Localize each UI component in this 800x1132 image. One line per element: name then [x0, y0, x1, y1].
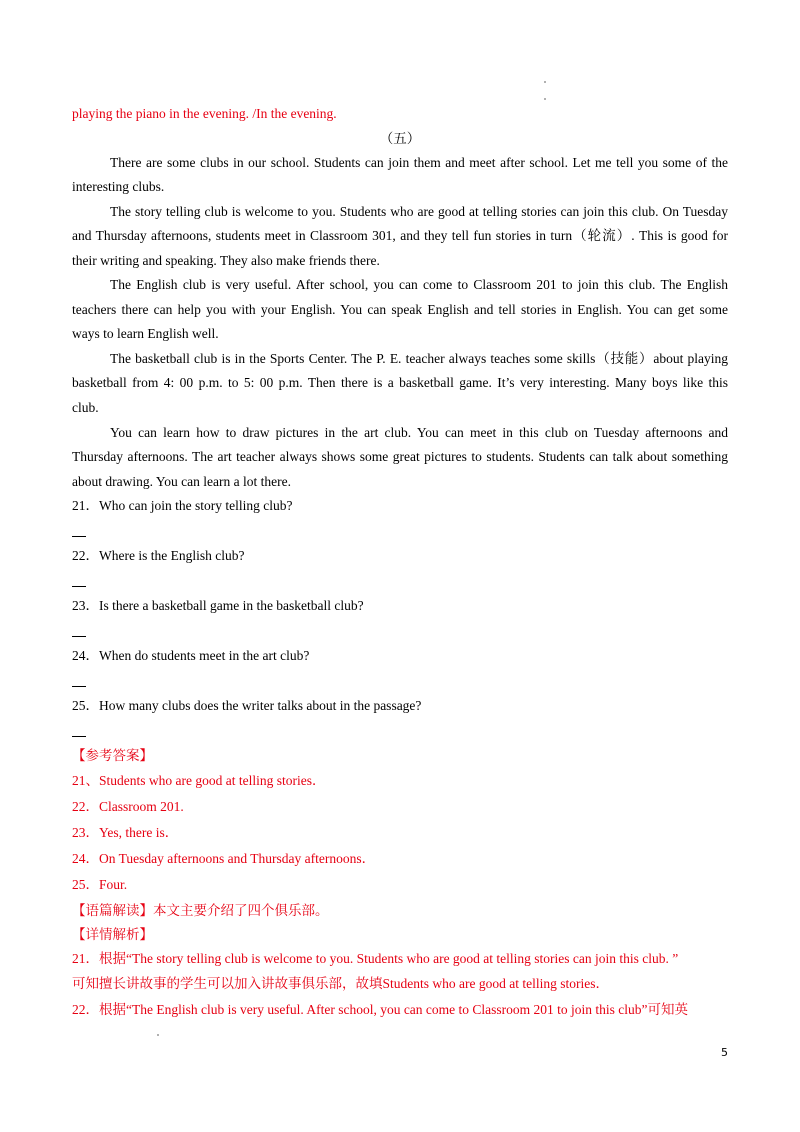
answer-heading: 【参考答案】 [72, 748, 153, 763]
answer-blank [72, 736, 86, 737]
page-number: 5 [721, 1046, 728, 1059]
answer-blank [72, 686, 86, 687]
carryover-answer-line: playing the piano in the evening. /In the evening. [72, 106, 337, 121]
passage-line: The basketball club is in the Sports Center. The P. E. teacher always teaches some skills（技能）about playing [110, 351, 728, 366]
answer-blank [72, 636, 86, 637]
passage-line: their writing and speaking. They also make friends there. [72, 253, 380, 268]
passage-line: teachers there can help you with your English. You can speak English and tell stories in English. You can get some [72, 302, 728, 317]
stray-mark [157, 1034, 159, 1036]
answer-23: 23．Yes, there is． [72, 825, 179, 840]
passage-line: You can learn how to draw pictures in the art club. You can meet in this club on Tuesday afternoons and [110, 425, 728, 440]
passage-summary: 【语篇解读】本文主要介绍了四个俱乐部。 [72, 903, 329, 918]
analysis-line: 可知擅长讲故事的学生可以加入讲故事俱乐部，故填Students who are good at telling stories． [72, 976, 609, 991]
answer-22: 22．Classroom 201. [72, 799, 184, 814]
passage-line: club. [72, 400, 99, 415]
question-25: 25．How many clubs does the writer talks about in the passage? [72, 698, 422, 713]
passage-line: There are some clubs in our school. Students can join them and meet after school. Let me tell you some of the [110, 155, 728, 170]
passage-line: Thursday afternoons. The art teacher always shows some great pictures to students. Students can talk about something [72, 449, 728, 464]
answer-25: 25．Four. [72, 877, 128, 892]
section-marker: （五） [379, 131, 421, 146]
passage-line: The English club is very useful. After school, you can come to Classroom 201 to join this club. The English [110, 277, 728, 292]
passage-line: about drawing. You can learn a lot there. [72, 474, 291, 489]
question-23: 23．Is there a basketball game in the basketball club? [72, 598, 364, 613]
passage-line: The story telling club is welcome to you. Students who are good at telling stories can join this club. On Tuesday [110, 204, 728, 219]
stray-mark [544, 81, 546, 83]
analysis-line: 21．根据“The story telling club is welcome to you. Students who are good at telling stories can join this club. ” [72, 951, 679, 966]
analysis-heading: 【详情解析】 [72, 927, 153, 942]
passage-line: and Thursday afternoons, students meet in Classroom 301, and they tell fun stories in turn（轮流）. This is good for [72, 228, 728, 243]
analysis-line: 22．根据“The English club is very useful. After school, you can come to Classroom 201 to join this club”可知英 [72, 1002, 689, 1017]
passage-line: ways to learn English well. [72, 326, 219, 341]
stray-mark [544, 98, 546, 100]
answer-24: 24．On Tuesday afternoons and Thursday afternoons． [72, 851, 376, 866]
question-22: 22．Where is the English club? [72, 548, 245, 563]
passage-line: basketball from 4: 00 p.m. to 5: 00 p.m. Then there is a basketball game. It’s very interesting. Many boys like this [72, 375, 728, 390]
question-21: 21．Who can join the story telling club? [72, 498, 293, 513]
answer-21: 21、Students who are good at telling stories． [72, 773, 326, 788]
answer-blank [72, 586, 86, 587]
answer-blank [72, 536, 86, 537]
question-24: 24．When do students meet in the art club? [72, 648, 310, 663]
passage-line: interesting clubs. [72, 179, 165, 194]
